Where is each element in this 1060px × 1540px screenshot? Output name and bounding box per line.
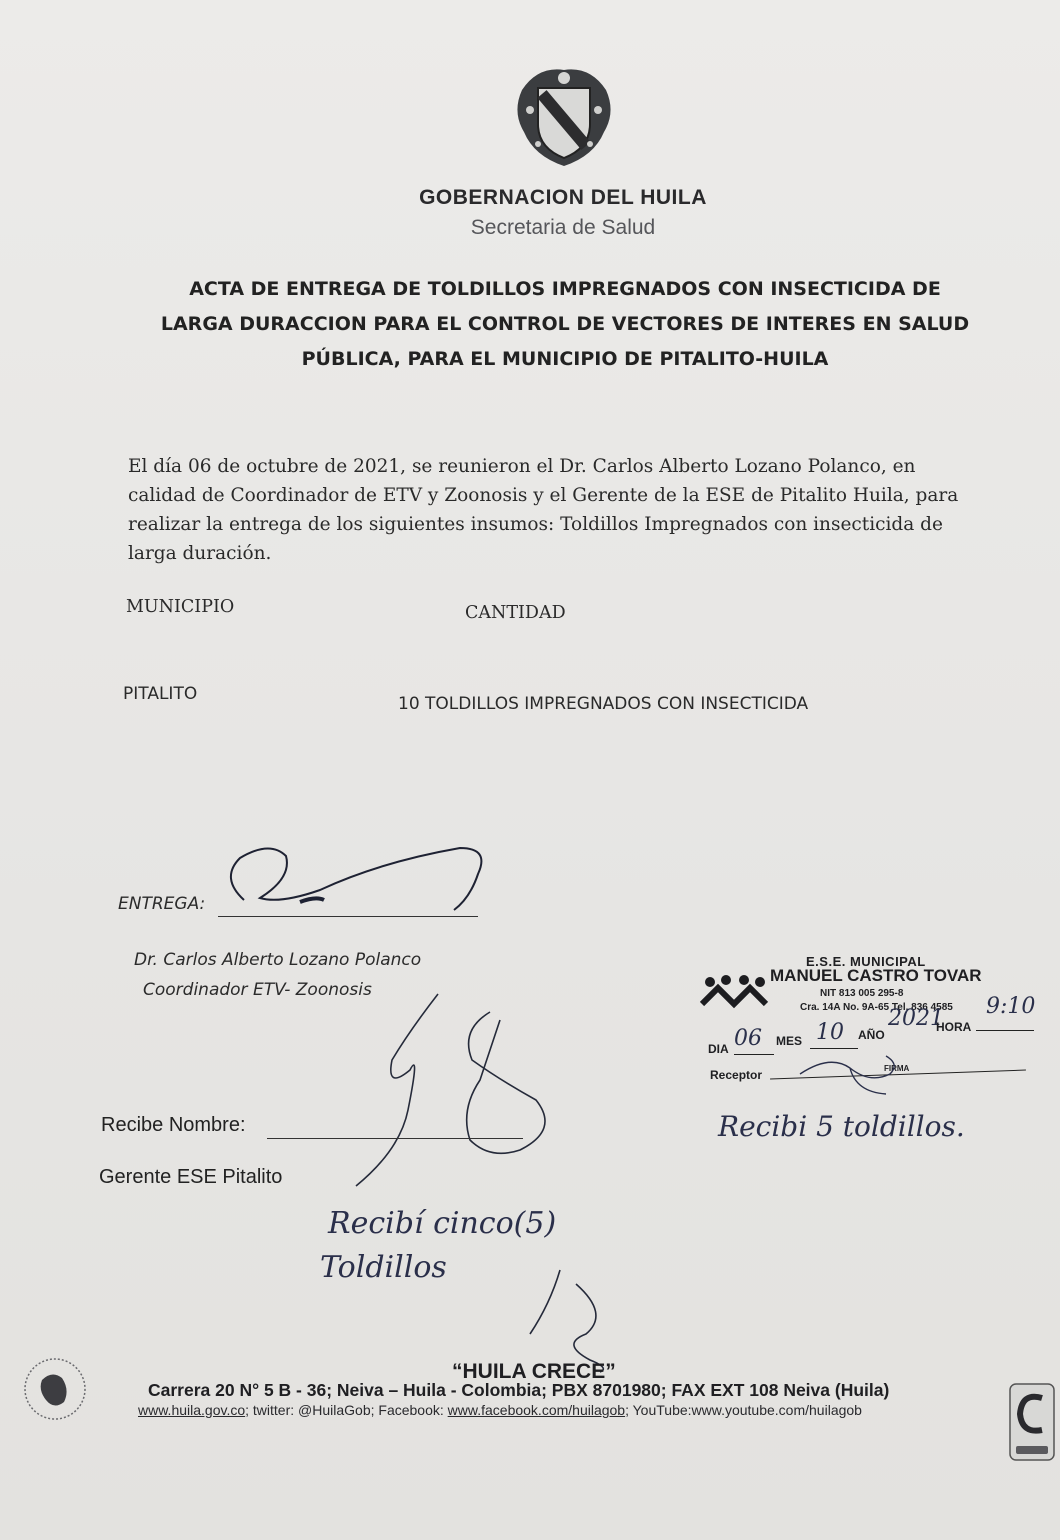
stamp-address: Cra. 14A No. 9A-65 Tel. 836 4585 (800, 1002, 953, 1013)
handwritten-note-left: Toldillos (320, 1250, 447, 1285)
certification-seal-icon (1008, 1382, 1056, 1462)
stamp-ano-label: AÑO (858, 1028, 885, 1042)
stamp-hora-label: HORA (936, 1020, 972, 1034)
handwritten-note-left: Recibí cinco(5) (328, 1206, 557, 1241)
stamp-firma-label: FIRMA (884, 1064, 910, 1073)
footer-links (138, 1402, 862, 1418)
body-line: larga duración. (128, 543, 272, 564)
stamp-signature (790, 1044, 910, 1100)
body-line: El día 06 de octubre de 2021, se reunieron el Dr. Carlos Alberto Lozano Polanco, en (128, 456, 916, 477)
entrega-signature (200, 838, 500, 928)
entrega-name: Dr. Carlos Alberto Lozano Polanco (134, 950, 422, 970)
document-title (130, 272, 1000, 377)
footer-links-text: ; twitter: @HuilaGob; Facebook: (245, 1402, 448, 1418)
handwritten-initials (520, 1264, 620, 1374)
entrega-role: Coordinador ETV- Zoonosis (143, 980, 372, 1000)
body-paragraph (128, 452, 990, 568)
title-line: ACTA DE ENTREGA DE TOLDILLOS IMPREGNADOS CON INSECTICIDA DE (189, 278, 941, 300)
stamp-name: MANUEL CASTRO TOVAR (770, 966, 982, 985)
huila-map-logo-icon (22, 1356, 88, 1422)
organization-name: GOBERNACION DEL HUILA (419, 186, 707, 209)
organization-subtitle: Secretaria de Salud (470, 216, 656, 239)
entrega-signature-line (218, 916, 478, 917)
title-line: LARGA DURACCION PARA EL CONTROL DE VECTORES DE INTERES EN SALUD (160, 313, 970, 335)
stamp-dia-label: DIA (708, 1042, 729, 1056)
reception-stamp (700, 950, 1040, 1100)
stamp-hora-value: 9:10 (986, 994, 1036, 1019)
recibe-signature-line (267, 1138, 523, 1139)
stamp-mes-label: MES (776, 1034, 803, 1048)
stamp-ano-value: 2021 (888, 1006, 944, 1031)
handwritten-note-right: Recibi 5 toldillos. (718, 1110, 965, 1143)
municipio-value: PITALITO (123, 684, 198, 704)
stamp-top: E.S.E. MUNICIPAL (806, 954, 926, 969)
facebook-link[interactable]: www.facebook.com/huilagob (447, 1402, 626, 1418)
recibe-role: Gerente ESE Pitalito (99, 1166, 283, 1188)
body-line: calidad de Coordinador de ETV y Zoonosis y el Gerente de la ESE de Pitalito Huila, para (128, 485, 959, 506)
youtube-link[interactable]: ; YouTube:www.youtube.com/huilagob (625, 1402, 862, 1418)
recibe-signature (350, 990, 570, 1200)
column-header-cantidad: CANTIDAD (465, 603, 566, 623)
stamp-line (734, 1054, 774, 1055)
stamp-receptor-label: Receptor (710, 1068, 763, 1082)
coat-of-arms-icon (508, 60, 620, 172)
recibe-label: Recibe Nombre: (101, 1114, 246, 1136)
column-header-municipio: MUNICIPIO (126, 597, 235, 617)
title-line: PÚBLICA, PARA EL MUNICIPIO DE PITALITO-HUILA (301, 348, 829, 370)
entrega-label: ENTREGA: (118, 894, 206, 914)
stamp-nit: NIT 813 005 295-8 (820, 988, 904, 999)
people-logo-icon (700, 974, 770, 1010)
website-link[interactable]: www.huila.gov.co (138, 1402, 246, 1418)
footer-slogan: “HUILA CRECE” (452, 1360, 616, 1383)
stamp-mes-value: 10 (816, 1020, 844, 1045)
stamp-dia-value: 06 (734, 1026, 762, 1051)
cantidad-value: 10 TOLDILLOS IMPREGNADOS CON INSECTICIDA (398, 694, 809, 714)
footer-address: Carrera 20 N° 5 B - 36; Neiva – Huila - Colombia; PBX 8701980; FAX EXT 108 Neiva (Huila) (148, 1380, 890, 1400)
body-line: realizar la entrega de los siguientes insumos: Toldillos Impregnados con insecticida de (128, 514, 943, 535)
stamp-line (976, 1030, 1034, 1031)
